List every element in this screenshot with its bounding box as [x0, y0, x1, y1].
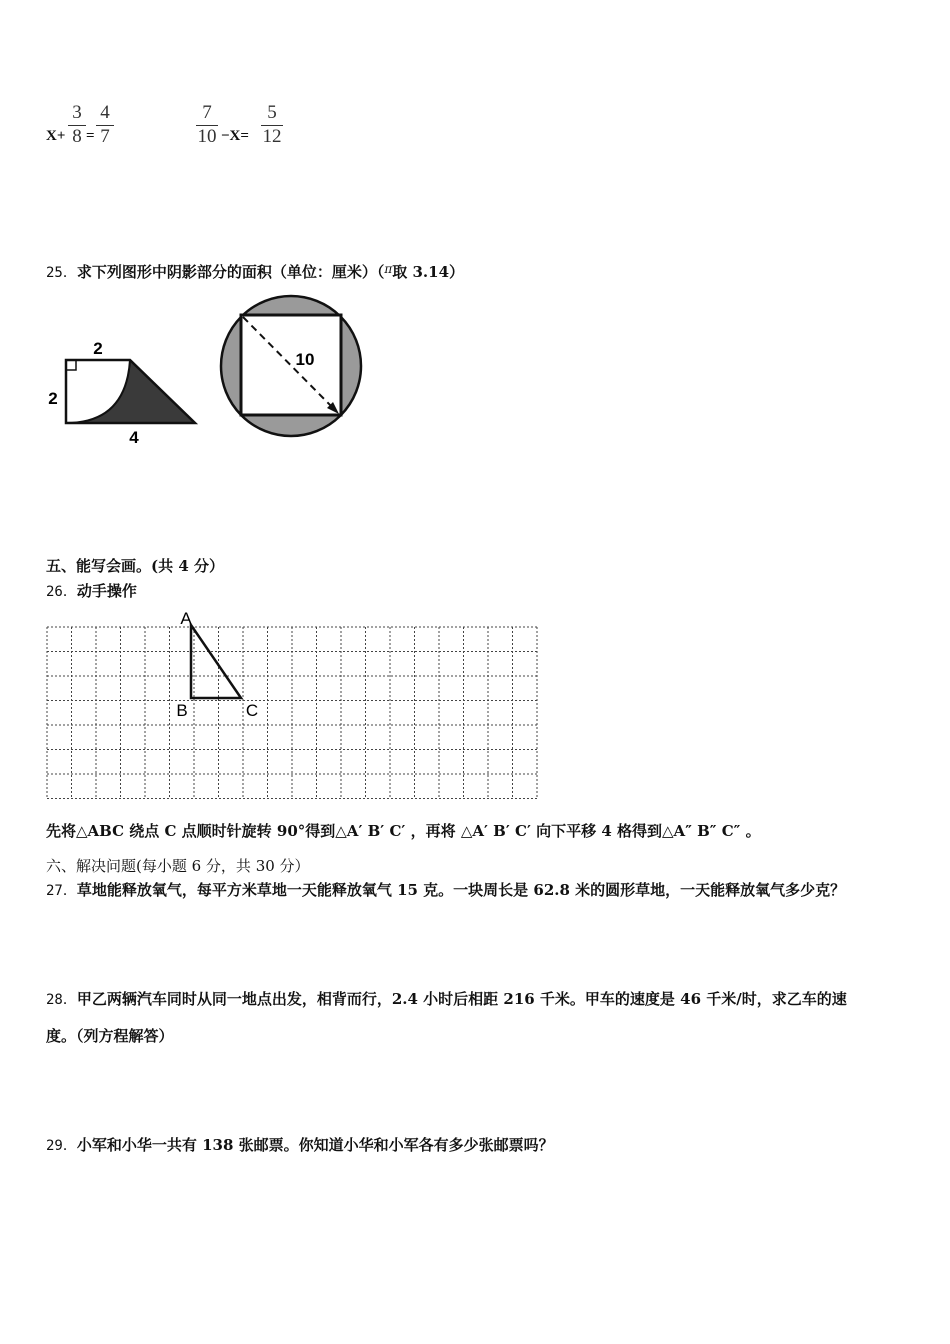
question-28-number: 28．	[46, 992, 77, 1008]
eq1-equals: =	[86, 128, 95, 144]
question-26-number: 26．	[46, 584, 77, 600]
eq1-f2-numerator: 4	[100, 102, 110, 123]
eq1-f1-numerator: 3	[72, 102, 82, 123]
eq1-lhs: X+	[46, 128, 66, 144]
vertex-c-label: C	[245, 701, 259, 720]
question-27-number: 27．	[46, 883, 77, 899]
right-angle-mark	[66, 360, 76, 370]
pi-symbol: π	[384, 262, 393, 276]
figure-25-1	[40, 330, 205, 450]
section-6-title: 六、解决问题(每小题 6 分，共 30 分）	[46, 857, 310, 875]
question-25-number: 25．	[46, 265, 77, 281]
eq2-f1-denominator: 10	[197, 126, 217, 147]
eq1-fraction-1	[67, 102, 87, 148]
vertex-a-label: A	[180, 609, 192, 628]
eq2-f2-denominator: 12	[262, 126, 282, 147]
diagonal-label: 10	[295, 350, 315, 369]
question-28-continued: 度。（列方程解答）	[46, 1027, 174, 1045]
eq2-operator: −X=	[221, 128, 249, 144]
eq2-f2-numerator: 5	[267, 102, 277, 123]
section-5-title: 五、能写会画。(共 4 分）	[46, 557, 224, 575]
eq2-fraction-2	[260, 102, 284, 148]
question-29	[46, 1134, 554, 1155]
question-25-text: 求下列图形中阴影部分的面积（单位：厘米）（	[76, 263, 385, 281]
label-left: 2	[48, 389, 58, 408]
question-25-text-end: 取 3.14）	[392, 263, 465, 281]
question-27	[46, 879, 845, 900]
question-25	[46, 261, 464, 282]
shaded-region-1	[66, 360, 195, 423]
figure-25-2	[215, 290, 370, 442]
question-29-number: 29．	[46, 1138, 77, 1154]
question-28	[46, 988, 847, 1009]
eq1-fraction-2	[95, 102, 115, 148]
question-28-text: 甲乙两辆汽车同时从同一地点出发，相背而行，2.4 小时后相距 216 千米。甲车的速度是 46 千米/时，求乙车的速	[76, 990, 847, 1008]
eq1-f2-denominator: 7	[100, 126, 110, 147]
label-bottom: 4	[129, 428, 139, 447]
question-26-instruction: 先将△ABC 绕点 C 点顺时针旋转 90°得到△A′ B′ C′ ，再将 △A′ B′ C′ 向下平移 4 格得到△A″ B″ C″ 。	[46, 822, 761, 840]
triangle-abc	[191, 625, 241, 698]
question-26-text: 动手操作	[76, 582, 137, 600]
vertex-b-label: B	[176, 701, 188, 720]
grid-figure	[40, 605, 545, 800]
dotted-grid	[47, 627, 537, 799]
question-29-text: 小军和小华一共有 138 张邮票。你知道小华和小军各有多少张邮票吗？	[76, 1136, 554, 1154]
label-top: 2	[93, 339, 103, 358]
eq2-f1-numerator: 7	[202, 102, 212, 123]
eq1-f1-denominator: 8	[72, 126, 82, 147]
question-27-text: 草地能释放氧气，每平方米草地一天能释放氧气 15 克。一块周长是 62.8 米的圆形草地，一天能释放氧气多少克？	[76, 881, 846, 899]
eq2-fraction-1	[195, 102, 219, 148]
question-26	[46, 580, 137, 601]
